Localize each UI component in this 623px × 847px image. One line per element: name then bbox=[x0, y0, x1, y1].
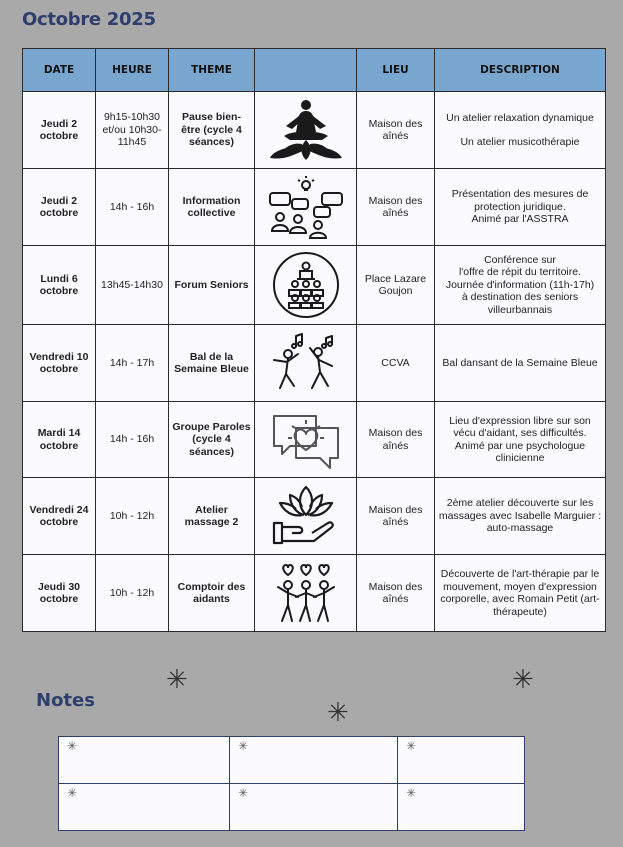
cell-date: Lundi 6 octobre bbox=[23, 246, 96, 325]
notes-row bbox=[59, 784, 525, 831]
cell-heure: 14h - 16h bbox=[96, 169, 169, 246]
description-line: Conférence sur bbox=[484, 253, 556, 266]
notes-table bbox=[58, 736, 525, 831]
cell-icon bbox=[255, 92, 357, 169]
notes-cell[interactable] bbox=[398, 784, 525, 831]
group-discussion-icon bbox=[266, 175, 346, 239]
description-line: Lieu d'expression libre sur son vécu d'aidant, ses difficultés. bbox=[449, 414, 591, 439]
header-heure: HEURE bbox=[96, 49, 169, 92]
cell-icon bbox=[255, 169, 357, 246]
description-line: Un atelier relaxation dynamique bbox=[446, 111, 594, 124]
lotus-hand-icon bbox=[266, 483, 346, 549]
cell-date: Jeudi 2 octobre bbox=[23, 92, 96, 169]
notes-title: Notes bbox=[36, 690, 95, 711]
cell-description bbox=[435, 246, 606, 325]
notes-row bbox=[59, 737, 525, 784]
cell-icon bbox=[255, 246, 357, 325]
cell-lieu: Place Lazare Goujon bbox=[357, 246, 435, 325]
cell-theme: Comptoir des aidants bbox=[169, 555, 255, 632]
notes-cell[interactable] bbox=[59, 737, 230, 784]
cell-theme: Groupe Paroles (cycle 4 séances) bbox=[169, 402, 255, 478]
cell-icon bbox=[255, 478, 357, 555]
star-icon: ✳ bbox=[238, 786, 249, 800]
caregivers-hearts-icon bbox=[266, 561, 346, 625]
cell-date: Vendredi 10 octobre bbox=[23, 325, 96, 402]
notes-cell[interactable] bbox=[230, 737, 398, 784]
schedule-table bbox=[22, 48, 606, 632]
cell-description bbox=[435, 555, 606, 632]
cell-lieu: Maison des aînés bbox=[357, 169, 435, 246]
decorative-star-icon: ✳ bbox=[512, 665, 534, 695]
cell-date: Jeudi 2 octobre bbox=[23, 169, 96, 246]
cell-theme: Forum Seniors bbox=[169, 246, 255, 325]
cell-description bbox=[435, 169, 606, 246]
description-line: Journée d'information (11h-17h) bbox=[445, 278, 595, 291]
meditation-lotus-icon bbox=[266, 96, 346, 164]
star-icon: ✳ bbox=[238, 739, 249, 753]
description-line: Un atelier musicothérapie bbox=[460, 136, 580, 148]
table-header-row bbox=[23, 49, 606, 92]
notes-cell[interactable] bbox=[230, 784, 398, 831]
conference-audience-icon bbox=[271, 250, 341, 320]
cell-icon bbox=[255, 555, 357, 632]
table-row bbox=[23, 325, 606, 402]
table-row bbox=[23, 478, 606, 555]
description-line: l'offre de répit du territoire. bbox=[458, 266, 582, 279]
table-row bbox=[23, 402, 606, 478]
header-description: DESCRIPTION bbox=[435, 49, 606, 92]
description-line: Bal dansant de la Semaine Bleue bbox=[442, 356, 598, 369]
cell-description bbox=[435, 402, 606, 478]
description-line: Animé par une psychologue clinicienne bbox=[454, 439, 586, 464]
cell-heure: 10h - 12h bbox=[96, 555, 169, 632]
cell-lieu: Maison des aînés bbox=[357, 555, 435, 632]
description-line: Présentation des mesures de protection juridique. bbox=[451, 188, 589, 213]
cell-icon bbox=[255, 402, 357, 478]
cell-heure: 14h - 16h bbox=[96, 402, 169, 478]
notes-cell[interactable] bbox=[398, 737, 525, 784]
table-row bbox=[23, 169, 606, 246]
cell-lieu: Maison des aînés bbox=[357, 478, 435, 555]
cell-heure: 9h15-10h30 et/ou 10h30-11h45 bbox=[96, 92, 169, 169]
cell-description bbox=[435, 478, 606, 555]
description-line: 2ème atelier découverte sur les massages avec Isabelle Marguier : auto-massage bbox=[438, 497, 602, 535]
description-line: à destination des seniors villeurbannais bbox=[461, 291, 579, 316]
cell-theme: Information collective bbox=[169, 169, 255, 246]
decorative-star-icon: ✳ bbox=[166, 665, 188, 695]
page-title: Octobre 2025 bbox=[22, 9, 156, 30]
description-line: Découverte de l'art-thérapie par le mouvement, moyen d'expression corporelle, avec Romain Petit (art-thérapeute) bbox=[440, 568, 600, 618]
header-image bbox=[255, 49, 357, 92]
cell-lieu: Maison des aînés bbox=[357, 92, 435, 169]
cell-heure: 10h - 12h bbox=[96, 478, 169, 555]
decorative-star-icon: ✳ bbox=[327, 698, 349, 728]
heart-speech-bubble-icon bbox=[266, 406, 346, 474]
header-lieu: LIEU bbox=[357, 49, 435, 92]
cell-heure: 13h45-14h30 bbox=[96, 246, 169, 325]
description-line: Animé par l'ASSTRA bbox=[471, 213, 569, 226]
cell-theme: Bal de la Semaine Bleue bbox=[169, 325, 255, 402]
cell-date: Vendredi 24 octobre bbox=[23, 478, 96, 555]
table-row bbox=[23, 246, 606, 325]
table-row bbox=[23, 555, 606, 632]
table-row bbox=[23, 92, 606, 169]
cell-description bbox=[435, 92, 606, 169]
header-date: DATE bbox=[23, 49, 96, 92]
cell-heure: 14h - 17h bbox=[96, 325, 169, 402]
cell-icon bbox=[255, 325, 357, 402]
cell-theme: Pause bien- être (cycle 4 séances) bbox=[169, 92, 255, 169]
star-icon: ✳ bbox=[406, 739, 417, 753]
dancing-people-icon bbox=[266, 330, 346, 396]
cell-theme: Atelier massage 2 bbox=[169, 478, 255, 555]
star-icon: ✳ bbox=[67, 739, 78, 753]
cell-description bbox=[435, 325, 606, 402]
cell-date: Jeudi 30 octobre bbox=[23, 555, 96, 632]
header-theme: THEME bbox=[169, 49, 255, 92]
notes-cell[interactable] bbox=[59, 784, 230, 831]
cell-lieu: Maison des aînés bbox=[357, 402, 435, 478]
cell-lieu: CCVA bbox=[357, 325, 435, 402]
cell-date: Mardi 14 octobre bbox=[23, 402, 96, 478]
star-icon: ✳ bbox=[406, 786, 417, 800]
description-line bbox=[438, 124, 602, 136]
star-icon: ✳ bbox=[67, 786, 78, 800]
